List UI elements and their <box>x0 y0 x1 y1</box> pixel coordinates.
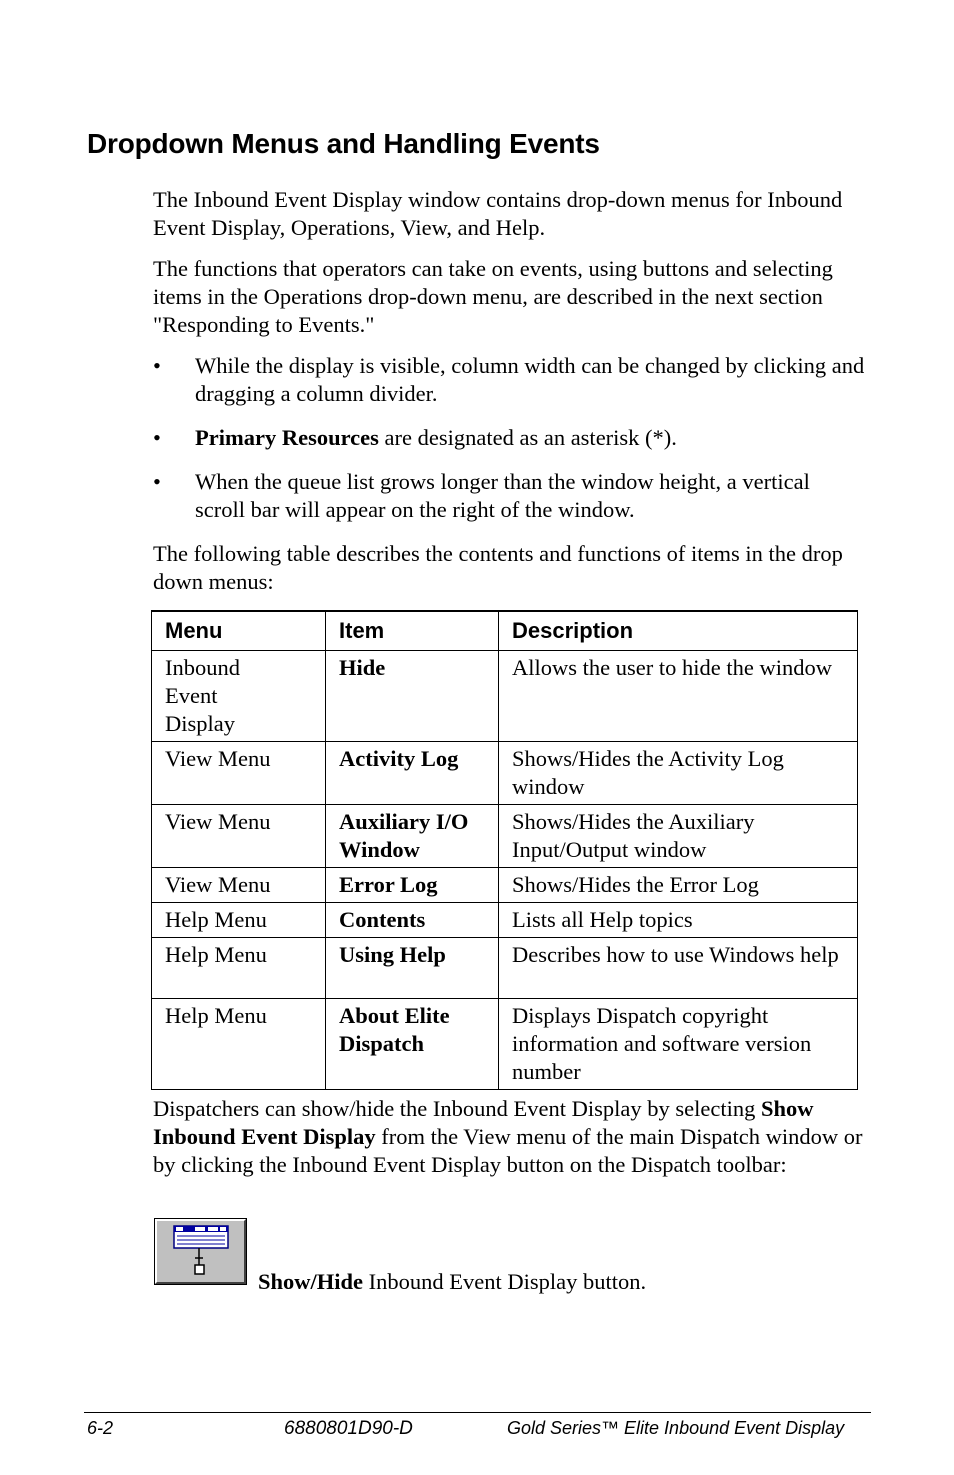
table-row <box>152 999 858 1090</box>
table-row <box>152 805 858 868</box>
bullet-symbol: • <box>153 353 161 378</box>
footer-document-number: 6880801D90-D <box>284 1418 413 1439</box>
page-title: Dropdown Menus and Handling Events <box>87 128 600 159</box>
paragraph-bold-term: Show Inbound Event Display <box>153 1096 814 1149</box>
paragraph-text: from the View menu of the main Dispatch window or by clicking the Inbound Event Display button on the Dispatch toolbar: <box>153 1124 863 1177</box>
cell-menu: View Menu <box>152 742 326 805</box>
footer-title: Gold Series™ Elite Inbound Event Display <box>507 1418 845 1438</box>
cell-item: Hide <box>326 651 499 742</box>
cell-menu: Help Menu <box>152 938 326 999</box>
show-hide-inbound-event-display-button[interactable] <box>155 1219 246 1284</box>
cell-item: Contents <box>326 903 499 938</box>
cell-menu: Help Menu <box>152 903 326 938</box>
cell-description: Describes how to use Windows help <box>499 938 858 999</box>
footer-divider <box>84 1412 871 1413</box>
cell-menu: View Menu <box>152 868 326 903</box>
header-menu: Menu <box>152 611 326 651</box>
bullet-text-rest: are designated as an asterisk (*). <box>378 425 677 450</box>
cell-description: Shows/Hides the Activity Log window <box>499 742 858 805</box>
paragraph-text: Dispatchers can show/hide the Inbound Event Display by selecting <box>153 1096 761 1121</box>
bullet-symbol: • <box>153 469 161 494</box>
table-row <box>152 938 858 999</box>
bullet-text <box>195 424 865 452</box>
intro-paragraph: The Inbound Event Display window contains drop-down menus for Inbound Event Display, Operations, View, and Help. <box>153 187 843 240</box>
functions-paragraph: The functions that operators can take on events, using buttons and selecting items in the Operations drop-down menu, are described in the next section "Responding to Events." <box>153 256 833 337</box>
cell-item: Using Help <box>326 938 499 999</box>
cell-menu: Help Menu <box>152 999 326 1090</box>
bullet-text: When the queue list grows longer than the window height, a vertical scroll bar will appear on the right of the window. <box>195 469 810 522</box>
cell-menu: Inbound Event Display <box>152 651 326 742</box>
table-row <box>152 903 858 938</box>
header-item: Item <box>326 611 499 651</box>
table-row <box>152 868 858 903</box>
caption-text: Inbound Event Display button. <box>363 1269 647 1294</box>
table-intro-paragraph: The following table describes the contents and functions of items in the drop down menus: <box>153 541 843 594</box>
caption-bold: Show/Hide <box>258 1269 364 1294</box>
cell-description: Displays Dispatch copyright information and software version number <box>499 999 858 1090</box>
table-row <box>152 651 858 742</box>
table-header-row <box>152 611 858 651</box>
table-row <box>152 742 858 805</box>
cell-item: Auxiliary I/O Window <box>326 805 499 868</box>
bullet-bold-term: Primary Resources <box>195 425 379 450</box>
cell-item: Activity Log <box>326 742 499 805</box>
cell-description: Allows the user to hide the window <box>499 651 858 742</box>
cell-description: Lists all Help topics <box>499 903 858 938</box>
cell-description: Shows/Hides the Error Log <box>499 868 858 903</box>
inbound-event-display-icon <box>157 1221 244 1282</box>
header-description: Description <box>499 611 858 651</box>
cell-menu: View Menu <box>152 805 326 868</box>
cell-item: About Elite Dispatch <box>326 999 499 1090</box>
bullet-text: While the display is visible, column width can be changed by clicking and dragging a column divider. <box>195 353 865 406</box>
cell-item: Error Log <box>326 868 499 903</box>
button-caption <box>258 1268 646 1296</box>
menu-items-table <box>151 610 858 1090</box>
show-hide-paragraph <box>153 1095 865 1179</box>
cell-description: Shows/Hides the Auxiliary Input/Output window <box>499 805 858 868</box>
bullet-symbol: • <box>153 425 161 450</box>
footer-page-number: 6-2 <box>87 1418 114 1438</box>
